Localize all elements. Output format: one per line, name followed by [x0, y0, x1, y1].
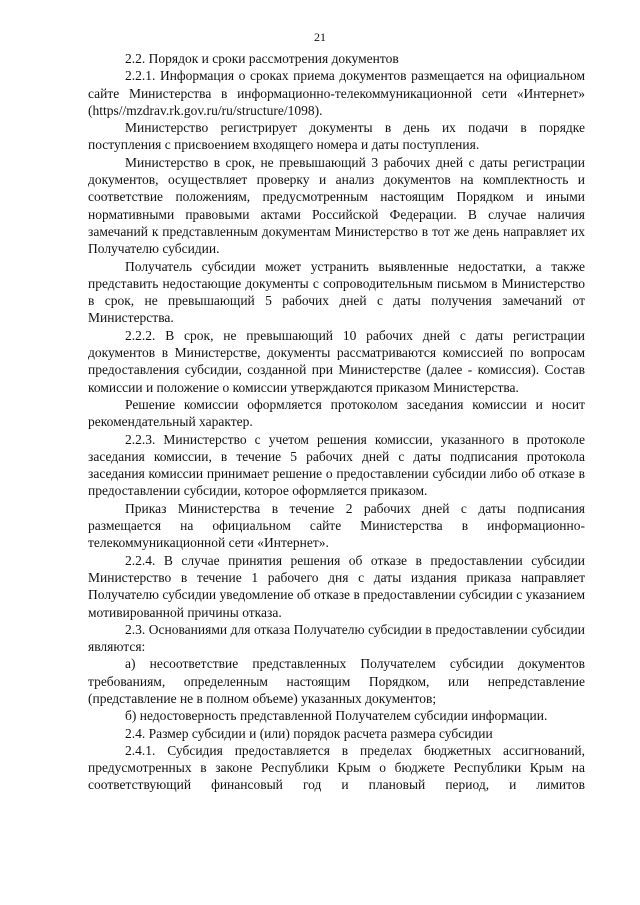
section-heading-2-4: 2.4. Размер субсидии и (или) порядок расчета размера субсидии — [125, 725, 493, 741]
section-heading-2-2: 2.2. Порядок и сроки рассмотрения документов — [125, 51, 399, 66]
paragraph-2-2-3: 2.2.3. Министерство с учетом решения комиссии, указанного в протоколе заседания комиссии, в течение 5 рабочих дней с даты подписания протокола заседания комиссии принимает решение о предоставлении субсидии либо об отказе в предоставлении субсидии, которое оформляется приказом. — [88, 431, 585, 499]
page-number: 21 — [314, 30, 326, 44]
paragraph-2-2-4: 2.2.4. В случае принятия решения об отказе в предоставлении субсидии Министерство в течение 1 рабочего дня с даты издания приказа направляет Получателю субсидии уведомление об отказе в предоставлении субсидии с указанием мотивированной причины отказа. — [88, 552, 585, 620]
paragraph-2-2-1: 2.2.1. Информация о сроках приема документов размещается на официальном сайте Министерства в информационно-телекоммуникационной сети «Интернет» (https//mzdrav.rk.gov.ru/ru/structure/1098). — [88, 68, 585, 118]
paragraph-commission-decision: Решение комиссии оформляется протоколом заседания комиссии и носит рекомендательный характер. — [88, 396, 585, 430]
paragraph-2-4-1: 2.4.1. Субсидия предоставляется в пределах бюджетных ассигнований, предусмотренных в законе Республики Крым о бюджете Республики Крым на соответствующий финансовый год и плановый период, и лимитов — [88, 742, 585, 793]
paragraph-corrections: Получатель субсидии может устранить выявленные недостатки, а также представить недостающие документы с сопроводительным письмом в Министерство в срок, не превышающий 5 рабочих дней с даты получения замечаний от Министерства. — [88, 258, 585, 326]
section-heading-2-3: 2.3. Основаниями для отказа Получателю субсидии в предоставлении субсидии являются: — [88, 621, 585, 655]
paragraph-order-publication: Приказ Министерства в течение 2 рабочих дней с даты подписания размещается на официальном сайте Министерства в информационно-телекоммуникационной сети «Интернет». — [88, 500, 585, 551]
list-item-a: а) несоответствие представленных Получателем субсидии документов требованиям, определенным настоящим Порядком, или непредставление (представление не в полном объеме) указанных документов; — [88, 656, 585, 706]
list-item-b: б) недостоверность представленной Получателем субсидии информации. — [125, 708, 548, 724]
paragraph-verification: Министерство в срок, не превышающий 3 рабочих дней с даты регистрации документов, осуществляет проверку и анализ документов на комплектность и соответствие положениям, предусмотренным настоящим Порядком и иными нормативными правовыми актами Российской Федерации. В случае наличия замечаний к представленным документам Министерство в тот же день направляет их Получателю субсидии. — [88, 154, 585, 257]
paragraph-registration: Министерство регистрирует документы в день их подачи в порядке поступления с присвоением входящего номера и даты поступления. — [88, 120, 585, 153]
document-body — [88, 50, 585, 794]
paragraph-2-2-2: 2.2.2. В срок, не превышающий 10 рабочих дней с даты регистрации документов в Министерстве, документы рассматриваются комиссией по вопросам предоставления субсидии, созданной при Министерстве (далее - комиссия). Состав комиссии и положение о комиссии утверждаются приказом Министерства. — [88, 327, 585, 395]
